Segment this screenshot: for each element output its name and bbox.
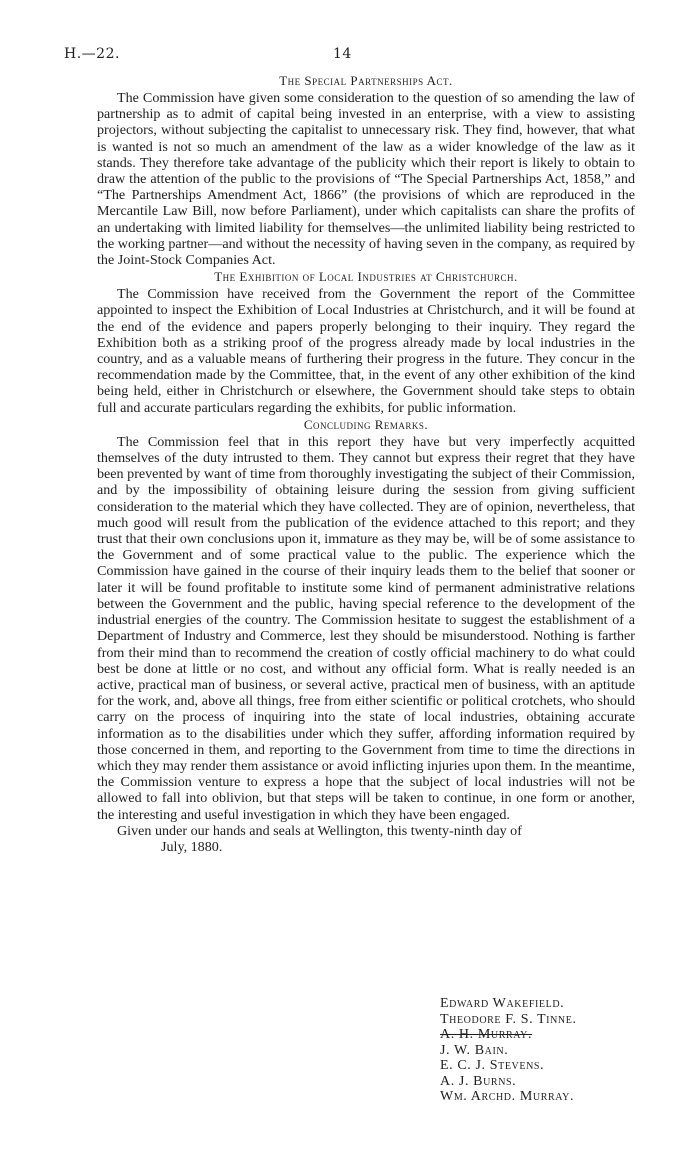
closing-given-line: Given under our hands and seals at Wellington, this twenty-ninth day of [117, 822, 522, 839]
page-number: 14 [333, 46, 352, 62]
signature: Edward Wakefield. [440, 996, 565, 1011]
section-heading: The Special Partnerships Act. [279, 73, 453, 88]
signature-struck-out: A. H. Murray. [440, 1027, 533, 1042]
section-heading: The Exhibition of Local Industries at Christchurch. [214, 269, 518, 285]
section-special-partnerships [97, 72, 635, 268]
document-reference: H.—22. [64, 46, 120, 62]
document-body [97, 72, 635, 855]
signature: Theodore F. S. Tinne. [440, 1011, 577, 1027]
section-concluding-remarks [97, 416, 635, 823]
paragraph: The Commission have given some consideration to the question of so amending the law of partnership as to admit of capital being invested in an enterprise, with a view to assisting projectors, without subjecting the capitalist to unnecessary risk. They find, however, that what is wanted is not so much an amendment of the law as a wider knowledge of the law as it stands. They therefore take advantage of the publicity which their report is likely to obtain to draw the attention of the public to the provisions of “The Special Partnerships Act, 1858,” and “The Partnerships Amendment Act, 1866” (the provisions of which are reproduced in the Mercantile Law Bill, now before Parliament), under which capitalists can share the profits of an undertaking with limited liability for themselves—the unlimited liability being restricted to the working partner—and without the necessity of having seven in the company, as required by the Joint-Stock Companies Act. [97, 90, 635, 269]
signature: E. C. J. Stevens. [440, 1058, 545, 1073]
section-heading: Concluding Remarks. [303, 416, 429, 432]
signature: J. W. Bain. [440, 1042, 509, 1058]
closing-date: July, 1880. [161, 838, 223, 855]
paragraph: The Commission feel that in this report they have but very imperfectly acquitted themselves of the duty intrusted to them. They cannot but express their regret that they have been prevented by want of time from thoroughly investigating the subject of their Commission, and by the impossibility of obtaining leisure during the session from giving sufficient consideration to the material which they have collected. They are of opinion, nevertheless, that much good will result from the publication of the evidence attached to this report; and they trust that their own conclusions upon it, immature as they may be, will be of some assistance to the Government and of some practical value to the public. The experience which the Commission have gained in the course of their inquiry leads them to the belief that sooner or later it will be found profitable to institute some kind of permanent administrative relations between the Government and the public, having special reference to the development of the industrial energies of the country. The Commission hesitate to suggest the establishment of a Department of Industry and Commerce, lest they should be misunderstood. Nothing is farther from their mind than to recommend the creation of costly official machinery to do what could best be done at little or no cost, and without any official form. What is really needed is an active, practical man of business, or several active, practical men of business, with an aptitude for the work, and, above all things, free from either scientific or political crotchets, who should carry on the process of inquiring into the state of local industries, obtaining accurate information as to the disabilities under which they suffer, affording information required by those concerned in them, and reporting to the Government from time to time the directions in which they may render them assistance or avoid inflicting injuries upon them. In the meantime, the Commission venture to express a hope that the subject of local industries will not be allowed to fall into oblivion, but that steps will be taken to continue, in one form or another, the interesting and useful investigation in which they have been engaged. [97, 433, 635, 823]
signature: Wm. Archd. Murray. [440, 1089, 575, 1104]
section-exhibition [97, 268, 635, 416]
paragraph: The Commission have received from the Government the report of the Committee appointed to inspect the Exhibition of Local Industries at Christchurch, and it will be found at the end of the evidence and papers properly belonging to their inquiry. They regard the Exhibition both as a striking proof of the progress already made by local industries in the country, and as a valuable means of furthering their progress in the future. They concur in the recommendation made by the Committee, that, in the event of any other exhibition of the kind being held, either in Christchurch or elsewhere, the Government should take steps to obtain full and accurate particulars regarding the exhibits, for public information. [97, 286, 635, 416]
signature-block [440, 996, 577, 1105]
signature: A. J. Burns. [440, 1073, 517, 1089]
